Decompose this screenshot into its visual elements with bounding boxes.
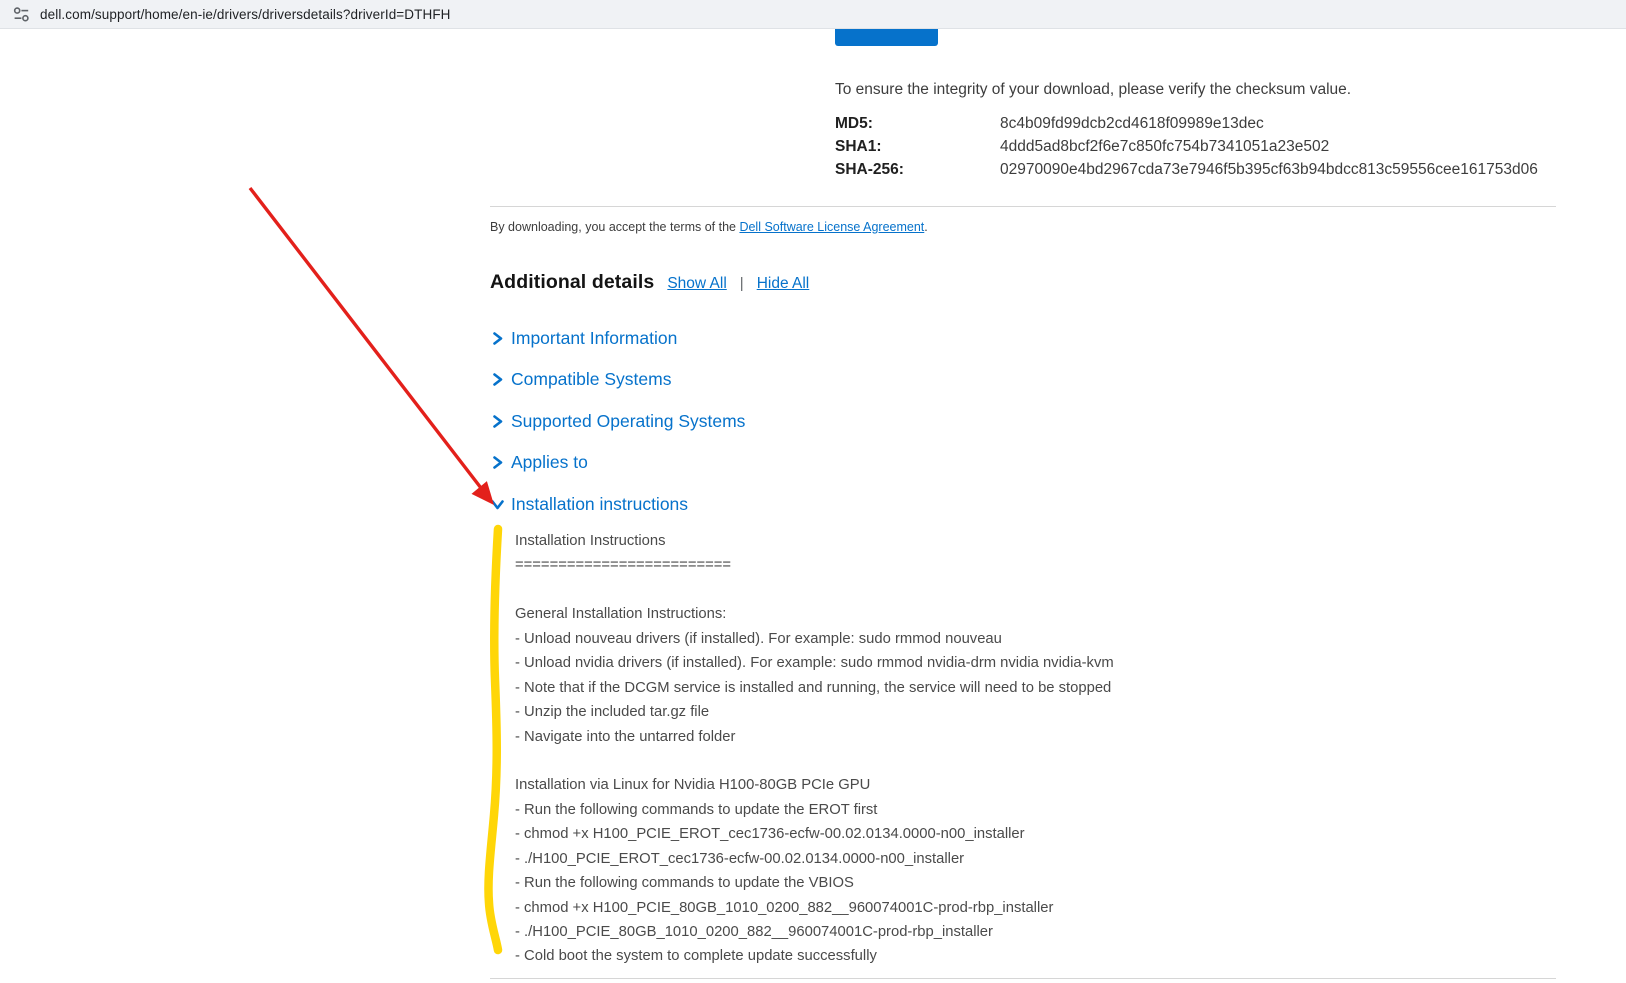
section-supported-operating-systems[interactable] [490,411,745,431]
additional-details-title: Additional details [490,271,655,293]
checksum-label: SHA-256: [835,160,904,178]
site-settings-icon[interactable] [13,6,30,23]
section-label: Applies to [511,452,588,472]
additional-details-accordion [490,328,745,536]
chevron-down-icon [490,497,505,512]
section-label: Supported Operating Systems [511,410,746,431]
instruction-line: - Run the following commands to update the VBIOS [515,875,854,892]
divider-bottom [490,978,1556,979]
instruction-line: - Cold boot the system to complete update successfully [515,948,877,965]
checksum-value: 8c4b09fd99dcb2cd4618f09989e13dec [1000,114,1264,132]
checksum-row-sha1 [835,135,1538,158]
section-label: Compatible Systems [511,369,672,389]
page-content [0,29,1626,983]
instruction-line [515,578,1235,602]
chevron-right-icon [490,414,505,429]
checksum-row-sha256 [835,158,1538,181]
section-important-information[interactable] [490,328,745,348]
download-button-partial[interactable] [835,29,938,46]
chevron-right-icon [490,455,505,470]
instruction-line: - chmod +x H100_PCIE_EROT_cec1736-ecfw-00.02.0134.0000-n00_installer [515,826,1025,843]
checksum-value: 02970090e4bd2967cda73e7946f5b395cf63b94bdcc813c59556cee161753d06 [1000,160,1538,178]
checksum-label: SHA1: [835,137,882,155]
section-label: Installation instructions [511,493,689,514]
license-text-prefix: By downloading, you accept the terms of the [490,220,740,234]
instruction-line: - Run the following commands to update the EROT first [515,801,878,818]
hide-all-link[interactable]: Hide All [756,275,810,292]
instruction-line: - Unzip the included tar.gz file [515,704,710,721]
license-line [490,220,928,234]
instruction-line: General Installation Instructions: [515,606,727,623]
show-all-link[interactable]: Show All [667,275,727,292]
additional-details-header [490,271,809,294]
link-separator: | [739,275,744,292]
instruction-line: - Note that if the DCGM service is installed and running, the service will need to be stopped [515,679,1112,696]
installation-instructions-content [515,529,1235,969]
instruction-line [515,749,1235,773]
section-compatible-systems[interactable] [490,370,745,390]
instruction-line: - ./H100_PCIE_80GB_1010_0200_882__960074001C-prod-rbp_installer [515,924,993,940]
url-text[interactable]: dell.com/support/home/en-ie/drivers/driversdetails?driverId=DTHFH [40,6,451,22]
instruction-line: - Unload nouveau drivers (if installed). For example: sudo rmmod nouveau [515,630,1002,647]
instruction-line: - ./H100_PCIE_EROT_cec1736-ecfw-00.02.0134.0000-n00_installer [515,850,965,867]
instruction-line: Installation via Linux for Nvidia H100-80GB PCIe GPU [515,777,871,794]
instruction-line: - Unload nvidia drivers (if installed). For example: sudo rmmod nvidia-drm nvidia nvidia-kvm [515,655,1114,672]
checksum-label: MD5: [835,114,873,132]
instruction-line: Installation Instructions [515,533,666,549]
license-text-suffix: . [924,220,928,234]
divider-top [490,206,1556,207]
instruction-line: - Navigate into the untarred folder [515,728,736,745]
chevron-right-icon [490,331,505,346]
checksum-table [835,112,1538,181]
checksum-value: 4ddd5ad8bcf2f6e7c850fc754b7341051a23e502 [1000,137,1330,155]
checksum-row-md5 [835,112,1538,135]
chevron-right-icon [490,372,505,387]
checksum-intro: To ensure the integrity of your download, please verify the checksum value. [835,81,1352,98]
instruction-line: - chmod +x H100_PCIE_80GB_1010_0200_882__960074001C-prod-rbp_installer [515,899,1054,916]
browser-url-bar[interactable] [0,0,1626,29]
instruction-line: ========================= [515,557,732,574]
license-link[interactable]: Dell Software License Agreement [739,220,925,234]
section-applies-to[interactable] [490,453,745,473]
section-installation-instructions[interactable] [490,494,745,514]
section-label: Important Information [511,327,678,348]
